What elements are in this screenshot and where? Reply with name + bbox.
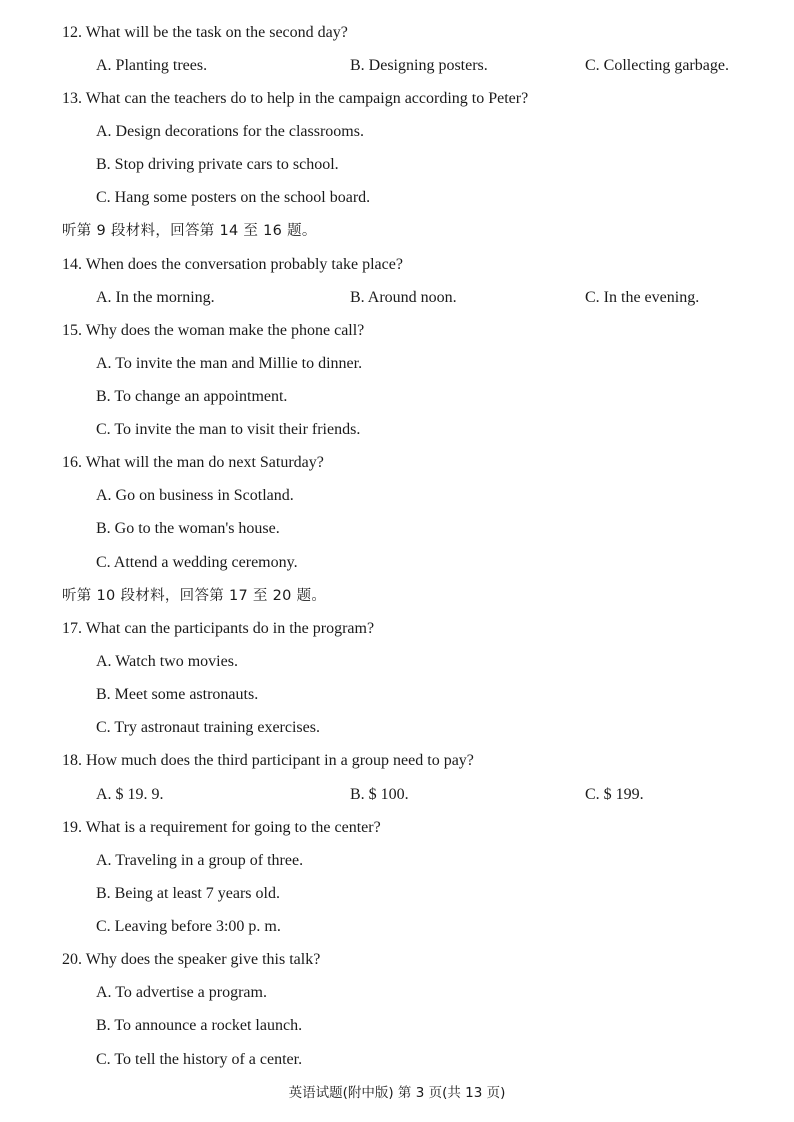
option-a[interactable]: A. Planting trees.	[96, 57, 208, 74]
option-c[interactable]: C. Try astronaut training exercises.	[96, 719, 320, 736]
option-c[interactable]: C. Attend a wedding ceremony.	[96, 554, 298, 571]
question-16-stem: 16. What will the man do next Saturday?	[62, 454, 324, 471]
option-b[interactable]: B. Go to the woman's house.	[96, 520, 280, 537]
option-a[interactable]: A. Watch two movies.	[96, 653, 238, 670]
option-a[interactable]: A. $ 19. 9.	[96, 786, 164, 803]
option-c[interactable]: C. In the evening.	[585, 289, 700, 306]
option-c[interactable]: C. Collecting garbage.	[585, 57, 729, 74]
option-b[interactable]: B. To announce a rocket launch.	[96, 1017, 303, 1034]
question-13-stem: 13. What can the teachers do to help in the campaign according to Peter?	[62, 90, 529, 107]
option-a[interactable]: A. To invite the man and Millie to dinner.	[96, 355, 363, 372]
question-14-options	[0, 286, 794, 310]
question-20-stem: 20. Why does the speaker give this talk?	[62, 951, 321, 968]
question-17-stem: 17. What can the participants do in the program?	[62, 620, 375, 637]
option-c[interactable]: C. To invite the man to visit their friends.	[96, 421, 361, 438]
option-b[interactable]: B. To change an appointment.	[96, 388, 288, 405]
question-12-stem: 12. What will be the task on the second day?	[62, 24, 348, 41]
question-18-options	[0, 783, 794, 807]
question-15-stem: 15. Why does the woman make the phone call?	[62, 322, 365, 339]
option-a[interactable]: A. Traveling in a group of three.	[96, 852, 304, 869]
section-heading-10: 听第 10 段材料，回答第 17 至 20 题。	[62, 588, 327, 604]
option-a[interactable]: A. To advertise a program.	[96, 984, 267, 1001]
option-b[interactable]: B. $ 100.	[350, 786, 409, 803]
option-b[interactable]: B. Being at least 7 years old.	[96, 885, 280, 902]
question-14-stem: 14. When does the conversation probably take place?	[62, 256, 403, 273]
option-a[interactable]: A. Design decorations for the classrooms.	[96, 123, 364, 140]
option-c[interactable]: C. To tell the history of a center.	[96, 1051, 303, 1068]
option-b[interactable]: B. Designing posters.	[350, 57, 488, 74]
option-c[interactable]: C. Leaving before 3:00 p. m.	[96, 918, 281, 935]
option-a[interactable]: A. In the morning.	[96, 289, 215, 306]
option-b[interactable]: B. Around noon.	[350, 289, 457, 306]
option-b[interactable]: B. Stop driving private cars to school.	[96, 156, 339, 173]
option-c[interactable]: C. Hang some posters on the school board.	[96, 189, 371, 206]
section-heading-9: 听第 9 段材料，回答第 14 至 16 题。	[62, 223, 317, 239]
question-18-stem: 18. How much does the third participant in a group need to pay?	[62, 752, 474, 769]
option-c[interactable]: C. $ 199.	[585, 786, 644, 803]
question-19-stem: 19. What is a requirement for going to the center?	[62, 819, 381, 836]
question-12-options	[0, 54, 794, 78]
option-a[interactable]: A. Go on business in Scotland.	[96, 487, 294, 504]
page-footer: 英语试题(附中版) 第 3 页(共 13 页)	[288, 1085, 506, 1101]
option-b[interactable]: B. Meet some astronauts.	[96, 686, 259, 703]
